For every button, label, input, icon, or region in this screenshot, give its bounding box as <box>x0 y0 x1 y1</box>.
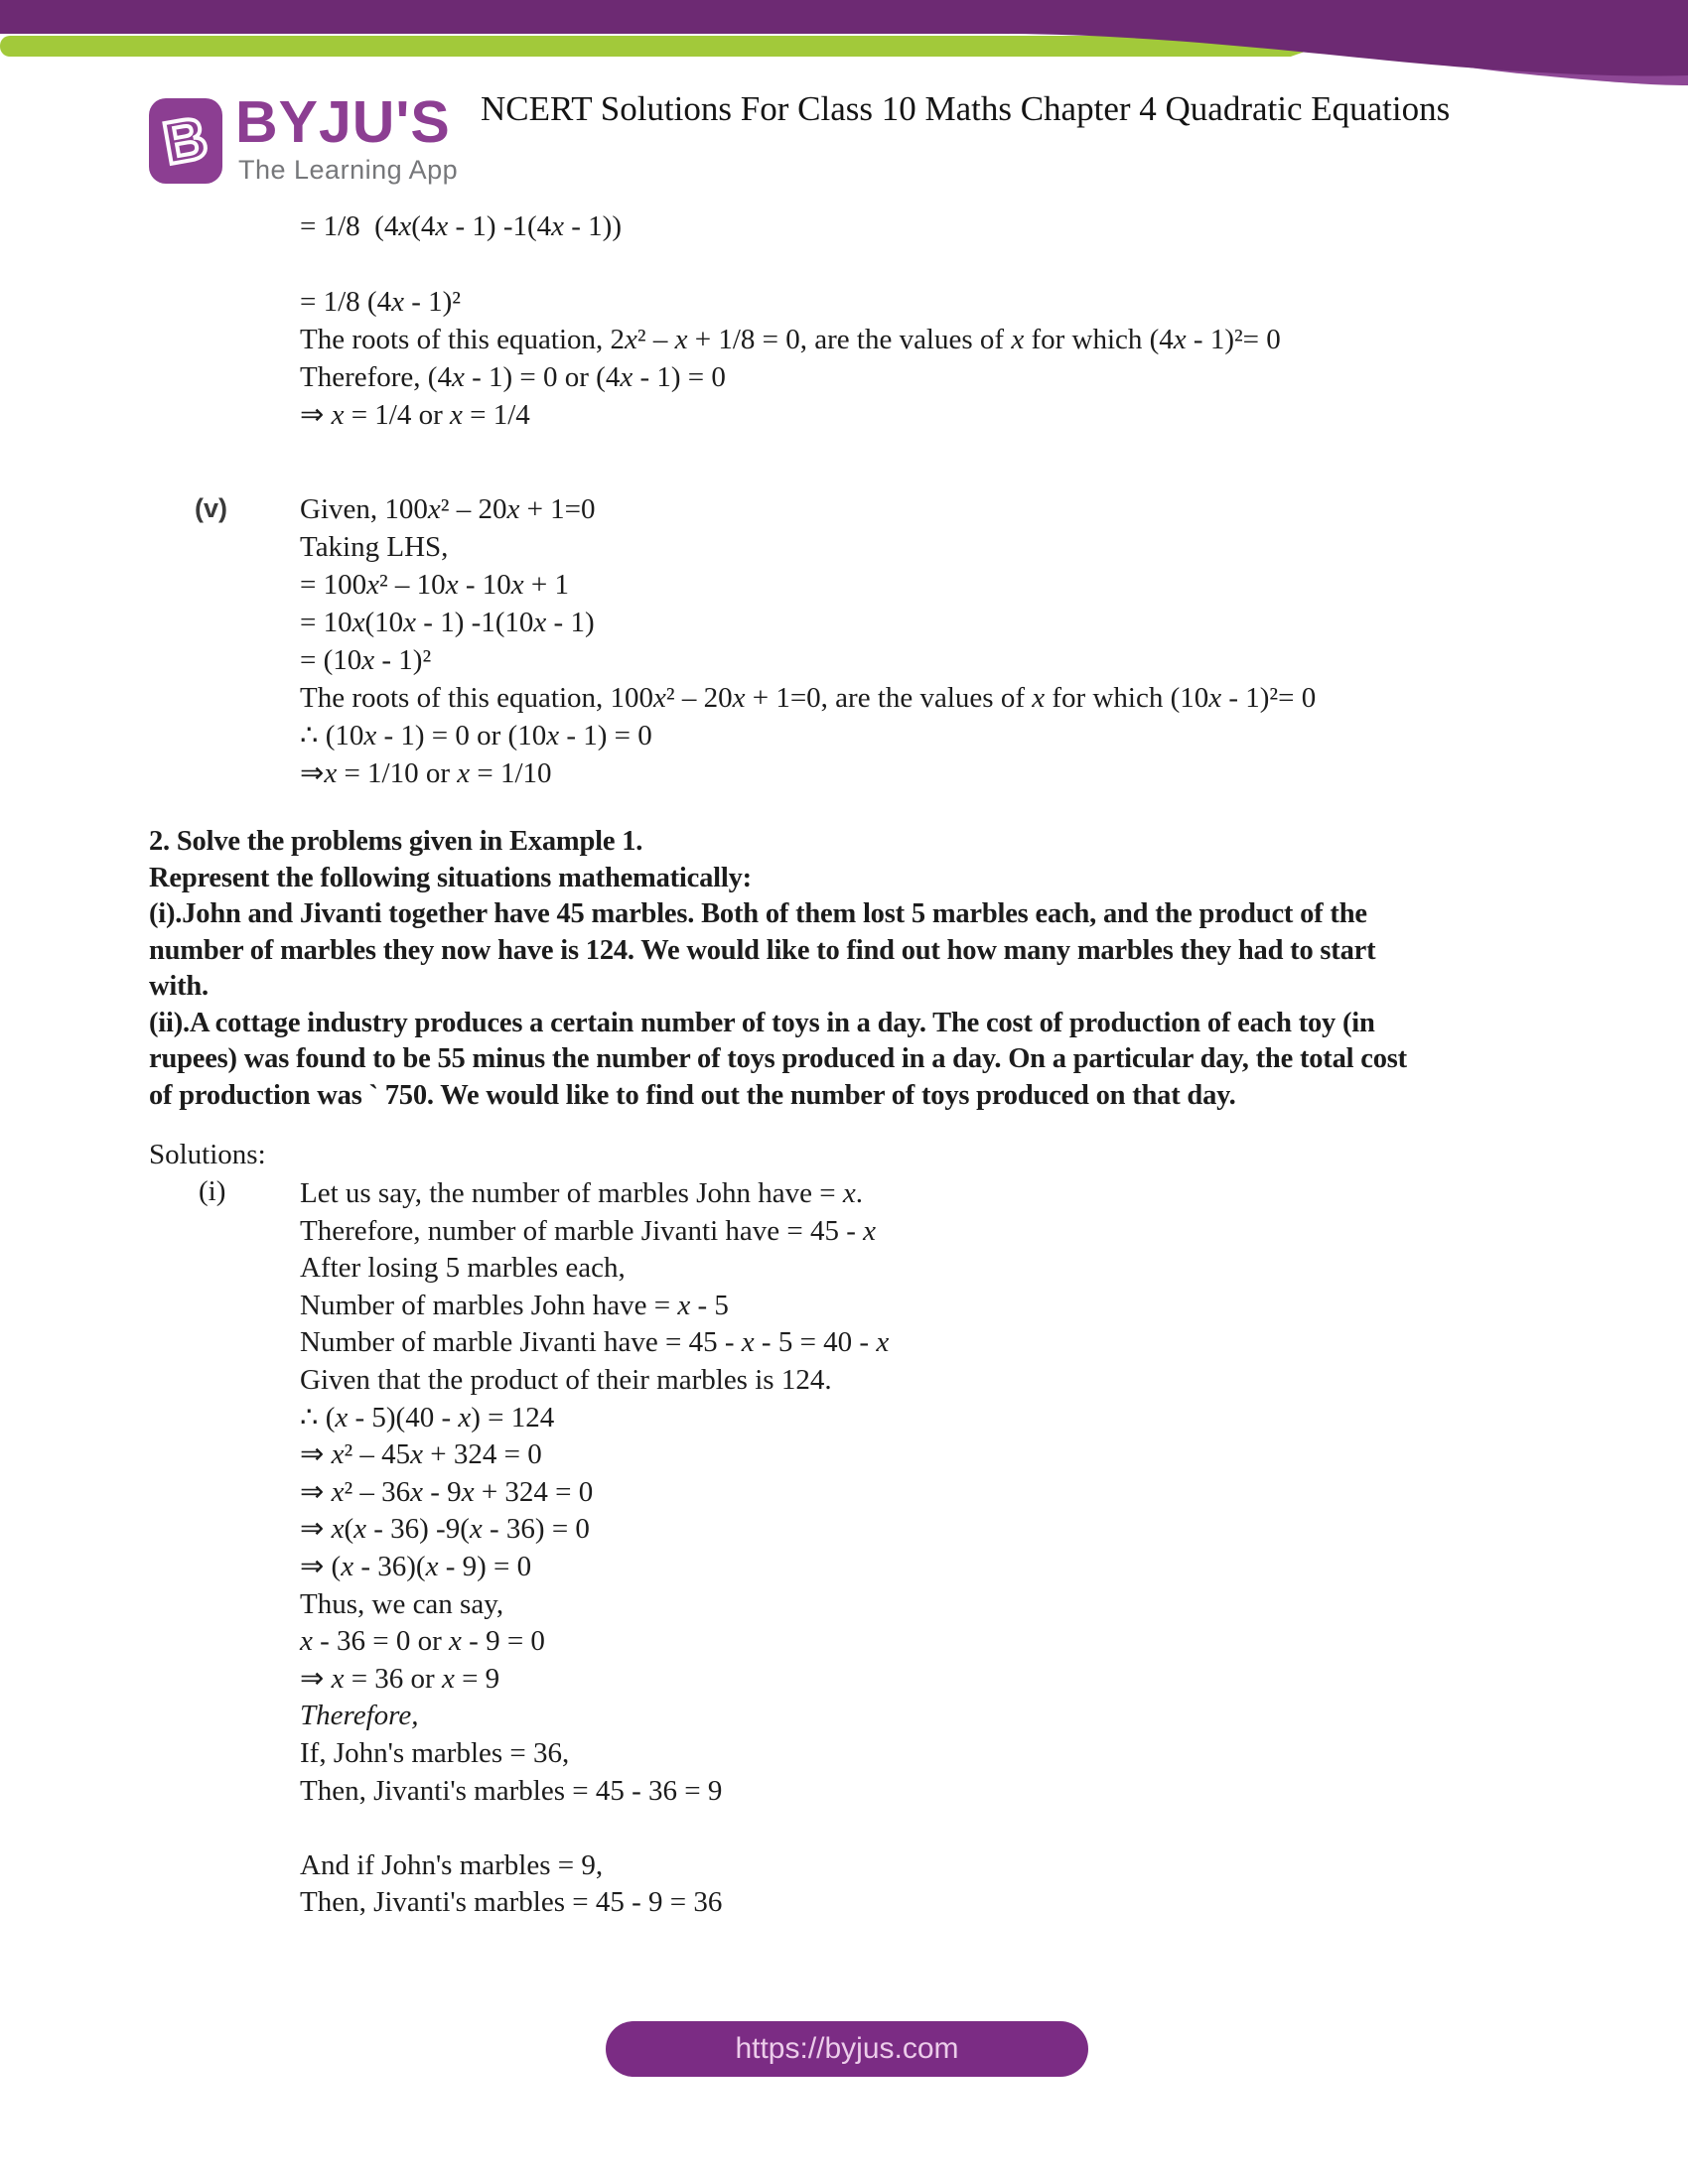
text-line: Thus, we can say, <box>300 1587 504 1620</box>
text-line: Therefore, number of marble Jivanti have = 45 - x <box>300 1214 877 1247</box>
solution-iv-continuation <box>300 207 1281 434</box>
logo-b-glyph: B <box>158 103 213 178</box>
text-line: (i).John and Jivanti together have 45 marbles. Both of them lost 5 marbles each, and the product of the <box>149 898 1367 929</box>
byjus-logo-icon <box>149 98 222 184</box>
byjus-tagline: The Learning App <box>238 155 459 185</box>
text-line: ⇒ x = 1/4 or x = 1/4 <box>300 399 530 431</box>
text-line: Let us say, the number of marbles John have = x. <box>300 1177 863 1209</box>
question-2-block <box>149 824 1569 1114</box>
text-line: ⇒ (x - 36)(x - 9) = 0 <box>300 1550 532 1582</box>
text-line: rupees) was found to be 55 minus the number of toys produced in a day. On a particular day, the total cost <box>149 1043 1407 1074</box>
text-line: x - 36 = 0 or x - 9 = 0 <box>300 1625 545 1658</box>
text-line: with. <box>149 971 209 1002</box>
text-line: And if John's marbles = 9, <box>300 1848 604 1881</box>
text-line: Therefore, <box>300 1700 419 1732</box>
text-line: = (10x - 1)² <box>300 644 432 676</box>
list-label-i: (i) <box>199 1175 226 1207</box>
text-line: 2. Solve the problems given in Example 1. <box>149 826 643 857</box>
text-line: = 100x² – 10x - 10x + 1 <box>300 569 569 601</box>
text-line: The roots of this equation, 100x² – 20x + 1=0, are the values of x for which (10x - 1)²= 0 <box>300 682 1317 714</box>
text-line: Represent the following situations mathematically: <box>149 862 752 893</box>
solution-i-block <box>300 1175 889 1922</box>
text-line: Then, Jivanti's marbles = 45 - 9 = 36 <box>300 1886 723 1919</box>
text-line: = 10x(10x - 1) -1(10x - 1) <box>300 607 595 638</box>
text-line: Taking LHS, <box>300 531 449 563</box>
text-line: If, John's marbles = 36, <box>300 1736 570 1769</box>
list-label-v: (v) <box>195 493 227 523</box>
text-line: = 1/8 (4x - 1)² <box>300 286 461 318</box>
text-line <box>300 1810 889 1847</box>
text-line: Given that the product of their marbles is 124. <box>300 1363 832 1396</box>
solution-v-block <box>300 490 1316 792</box>
page-title: NCERT Solutions For Class 10 Maths Chapter 4 Quadratic Equations <box>481 89 1451 128</box>
text-line: After losing 5 marbles each, <box>300 1252 626 1285</box>
text-line: Given, 100x² – 20x + 1=0 <box>300 493 596 525</box>
text-line: Therefore, (4x - 1) = 0 or (4x - 1) = 0 <box>300 361 726 393</box>
text-line: Number of marble Jivanti have = 45 - x - 5 = 40 - x <box>300 1326 890 1359</box>
byjus-url-button[interactable] <box>606 2021 1088 2077</box>
text-line: number of marbles they now have is 124. We would like to find out how many marbles they had to start <box>149 934 1376 966</box>
text-line: The roots of this equation, 2x² – x + 1/8 = 0, are the values of x for which (4x - 1)²= 0 <box>300 324 1281 355</box>
text-line <box>300 245 1281 283</box>
text-line: ⇒x = 1/10 or x = 1/10 <box>300 757 552 789</box>
text-line: ∴ (x - 5)(40 - x) = 124 <box>300 1401 555 1433</box>
text-line: ∴ (10x - 1) = 0 or (10x - 1) = 0 <box>300 720 652 751</box>
text-line: (ii).A cottage industry produces a certain number of toys in a day. The cost of production of each toy (in <box>149 1007 1375 1038</box>
byjus-url-label: https://byjus.com <box>735 2032 959 2065</box>
text-line: Number of marbles John have = x - 5 <box>300 1289 729 1321</box>
text-line: ⇒ x(x - 36) -9(x - 36) = 0 <box>300 1513 590 1546</box>
text-line: Then, Jivanti's marbles = 45 - 36 = 9 <box>300 1774 723 1807</box>
text-line: = 1/8 (4x(4x - 1) -1(4x - 1)) <box>300 210 622 242</box>
text-line: ⇒ x² – 45x + 324 = 0 <box>300 1438 542 1471</box>
byjus-brand-text: BYJU'S <box>235 89 451 155</box>
text-line: ⇒ x = 36 or x = 9 <box>300 1662 500 1695</box>
solutions-heading: Solutions: <box>149 1139 266 1170</box>
text-line: ⇒ x² – 36x - 9x + 324 = 0 <box>300 1475 594 1508</box>
text-line: of production was ` 750. We would like to find out the number of toys produced on that day. <box>149 1079 1236 1111</box>
